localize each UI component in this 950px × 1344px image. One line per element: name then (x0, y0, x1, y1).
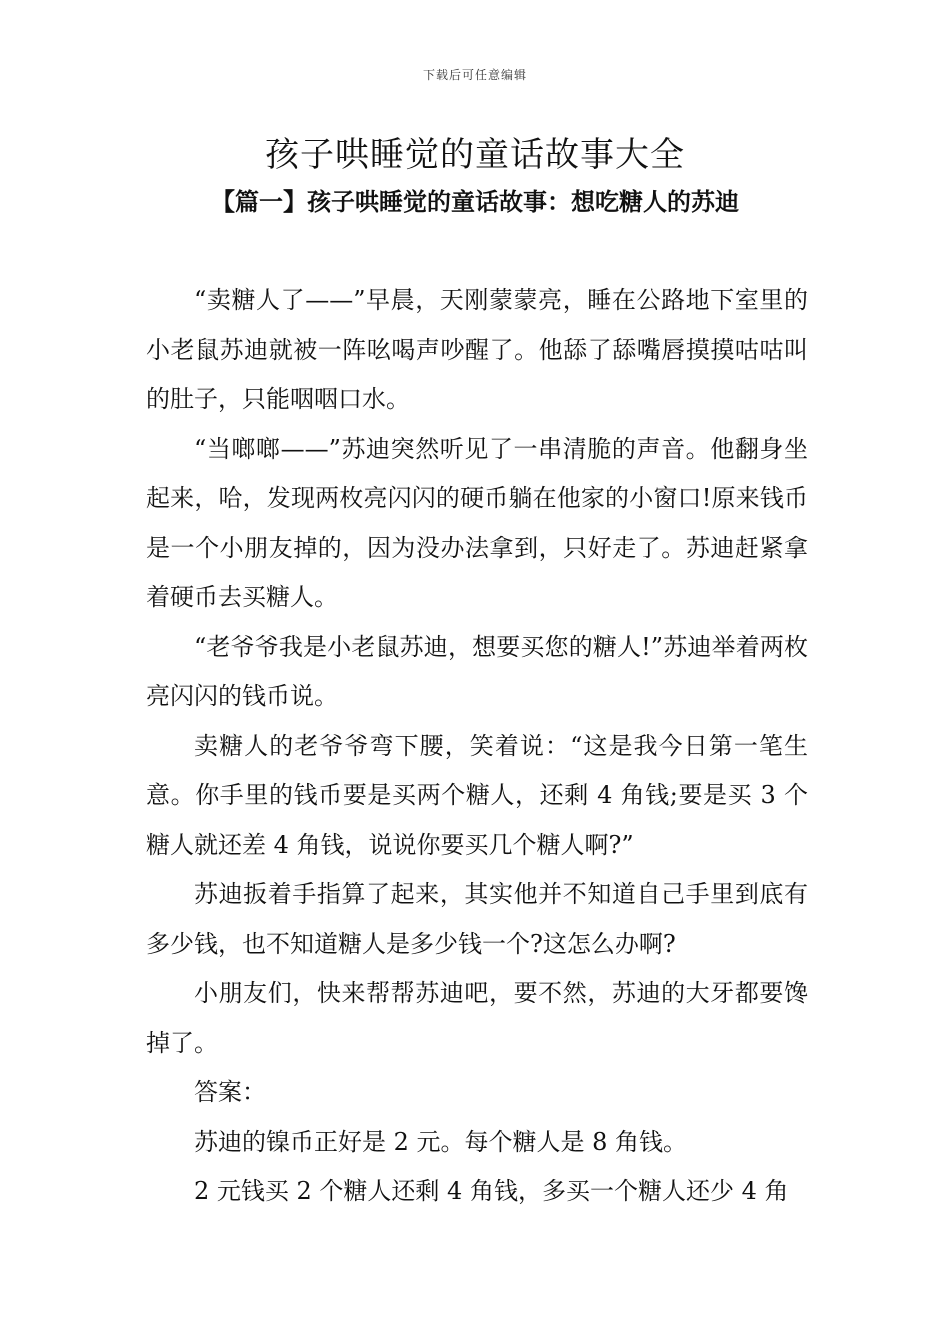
paragraph-2: “当啷啷——”苏迪突然听见了一串清脆的声音。他翻身坐起来，哈，发现两枚亮闪闪的硬币躺在他家的小窗口!原来钱币是一个小朋友掉的，因为没办法拿到，只好走了。苏迪赶紧拿着硬币去买糖人。 (146, 434, 808, 611)
paragraph-answer-1: 苏迪的镍币正好是 2 元。每个糖人是 8 角钱。 (194, 1127, 688, 1156)
story-body (146, 276, 808, 1217)
document-title: 孩子哄睡觉的童话故事大全 (265, 135, 685, 175)
header-note: 下载后可任意编辑 (422, 68, 527, 82)
paragraph-5: 苏迪扳着手指算了起来，其实他并不知道自己手里到底有多少钱，也不知道糖人是多少钱一个?这怎么办啊? (146, 880, 808, 958)
paragraph-answer-2: 2 元钱买 2 个糖人还剩 4 角钱，多买一个糖人还少 4 角 (194, 1177, 789, 1205)
paragraph-1: “卖糖人了——”早晨，天刚蒙蒙亮，睡在公路地下室里的小老鼠苏迪就被一阵吆喝声吵醒了。他舔了舔嘴唇摸摸咕咕叫的肚子，只能咽咽口水。 (146, 286, 808, 413)
paragraph-answer-label: 答案： (194, 1078, 266, 1106)
paragraph-4: 卖糖人的老爷爷弯下腰，笑着说：“这是我今日第一笔生意。你手里的钱币要是买两个糖人，还剩 4 角钱;要是买 3 个糖人就还差 4 角钱，说说你要买几个糖人啊?” (146, 731, 808, 859)
paragraph-6: 小朋友们，快来帮帮苏迪吧，要不然，苏迪的大牙都要馋掉了。 (146, 979, 808, 1057)
document-subtitle: 【篇一】孩子哄睡觉的童话故事：想吃糖人的苏迪 (211, 187, 739, 216)
paragraph-3: “老爷爷我是小老鼠苏迪，想要买您的糖人!”苏迪举着两枚亮闪闪的钱币说。 (146, 632, 808, 710)
